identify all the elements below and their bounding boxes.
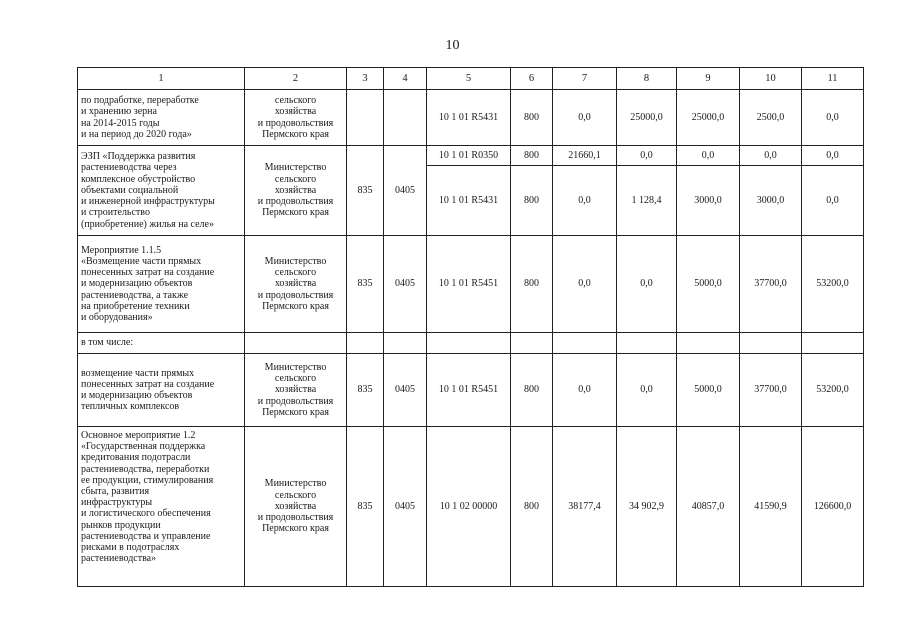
table-row: [78, 427, 864, 587]
column-header: 2: [245, 68, 347, 90]
column-header: 8: [617, 68, 677, 90]
budget-code: 10 1 01 R0350: [427, 146, 511, 166]
amount-col8: 1 128,4: [617, 166, 677, 236]
expense-type: 800: [511, 354, 553, 427]
cell-col3: [347, 90, 384, 146]
amount-col11: 53200,0: [802, 354, 864, 427]
cell-col4: 0405: [384, 354, 427, 427]
amount-col9: 5000,0: [677, 236, 740, 333]
column-header: 9: [677, 68, 740, 90]
column-header: 11: [802, 68, 864, 90]
column-header: 10: [740, 68, 802, 90]
column-header: 5: [427, 68, 511, 90]
measure-name: ЭЗП «Поддержка развития растениеводства через комплексное обустройство объектами социальной и инженерной инфраструктуры и строительство (приобретение) жилья на селе»: [78, 146, 245, 236]
column-header: 7: [553, 68, 617, 90]
amount-col10: 3000,0: [740, 166, 802, 236]
amount-col8: 34 902,9: [617, 427, 677, 587]
table-row: [78, 333, 864, 354]
budget-code: 10 1 01 R5451: [427, 354, 511, 427]
amount-col7: 0,0: [553, 354, 617, 427]
measure-name: по подработке, переработке и хранению зерна на 2014-2015 годы и на период до 2020 года»: [78, 90, 245, 146]
measure-name: возмещение части прямых понесенных затрат на создание и модернизацию объектов тепличных комплексов: [78, 354, 245, 427]
cell-col3: 835: [347, 354, 384, 427]
header-row: [78, 68, 864, 90]
table-row: [78, 146, 864, 166]
column-header: 1: [78, 68, 245, 90]
amount-col10: 37700,0: [740, 354, 802, 427]
cell-col3: 835: [347, 427, 384, 587]
column-header: 4: [384, 68, 427, 90]
cell-col4: 0405: [384, 427, 427, 587]
cell-col3: 835: [347, 236, 384, 333]
cell-col4: 0405: [384, 146, 427, 236]
cell-col3: 835: [347, 146, 384, 236]
cell-col4: [384, 90, 427, 146]
ministry-name: Министерство сельского хозяйства и продовольствия Пермского края: [245, 146, 347, 236]
expense-type: 800: [511, 427, 553, 587]
column-header: 3: [347, 68, 384, 90]
budget-code: 10 1 01 R5451: [427, 236, 511, 333]
budget-code: 10 1 01 R5431: [427, 166, 511, 236]
amount-col9: 40857,0: [677, 427, 740, 587]
page-number: 10: [445, 38, 460, 53]
cell-col4: 0405: [384, 236, 427, 333]
measure-name: Мероприятие 1.1.5 «Возмещение части прямых понесенных затрат на создание и модернизацию объектов растениеводства, а также на приобретение техники и оборудования»: [78, 236, 245, 333]
budget-code: 10 1 01 R5431: [427, 90, 511, 146]
amount-col9: 25000,0: [677, 90, 740, 146]
amount-col7: 21660,1: [553, 146, 617, 166]
column-header: 6: [511, 68, 553, 90]
amount-col11: 53200,0: [802, 236, 864, 333]
amount-col9: 5000,0: [677, 354, 740, 427]
amount-col11: 0,0: [802, 146, 864, 166]
measure-name: Основное мероприятие 1.2 «Государственная поддержка кредитования подотрасли растениеводства, переработки ее продукции, стимулирования сбыта, развития инфраструктуры и логистического обеспечения рынков продукции растениеводства и управление рисками в подотраслях растениеводства»: [78, 427, 245, 587]
expense-type: 800: [511, 90, 553, 146]
ministry-name: Министерство сельского хозяйства и продовольствия Пермского края: [245, 354, 347, 427]
table-row: [78, 90, 864, 146]
budget-code: 10 1 02 00000: [427, 427, 511, 587]
amount-col9: 0,0: [677, 146, 740, 166]
ministry-name: сельского хозяйства и продовольствия Пермского края: [245, 90, 347, 146]
amount-col8: 25000,0: [617, 90, 677, 146]
amount-col8: 0,0: [617, 236, 677, 333]
amount-col11: 126600,0: [802, 427, 864, 587]
ministry-name: Министерство сельского хозяйства и продовольствия Пермского края: [245, 236, 347, 333]
budget-table: [77, 67, 864, 587]
amount-col10: 0,0: [740, 146, 802, 166]
expense-type: 800: [511, 236, 553, 333]
amount-col10: 37700,0: [740, 236, 802, 333]
amount-col7: 0,0: [553, 166, 617, 236]
amount-col7: 38177,4: [553, 427, 617, 587]
amount-col10: 41590,9: [740, 427, 802, 587]
ministry-name: Министерство сельского хозяйства и продовольствия Пермского края: [245, 427, 347, 587]
amount-col7: 0,0: [553, 90, 617, 146]
amount-col7: 0,0: [553, 236, 617, 333]
table-row: [78, 236, 864, 333]
amount-col10: 2500,0: [740, 90, 802, 146]
amount-col8: 0,0: [617, 146, 677, 166]
amount-col11: 0,0: [802, 90, 864, 146]
amount-col9: 3000,0: [677, 166, 740, 236]
table-row: [78, 354, 864, 427]
expense-type: 800: [511, 146, 553, 166]
section-label: в том числе:: [78, 333, 245, 354]
expense-type: 800: [511, 166, 553, 236]
amount-col8: 0,0: [617, 354, 677, 427]
amount-col11: 0,0: [802, 166, 864, 236]
